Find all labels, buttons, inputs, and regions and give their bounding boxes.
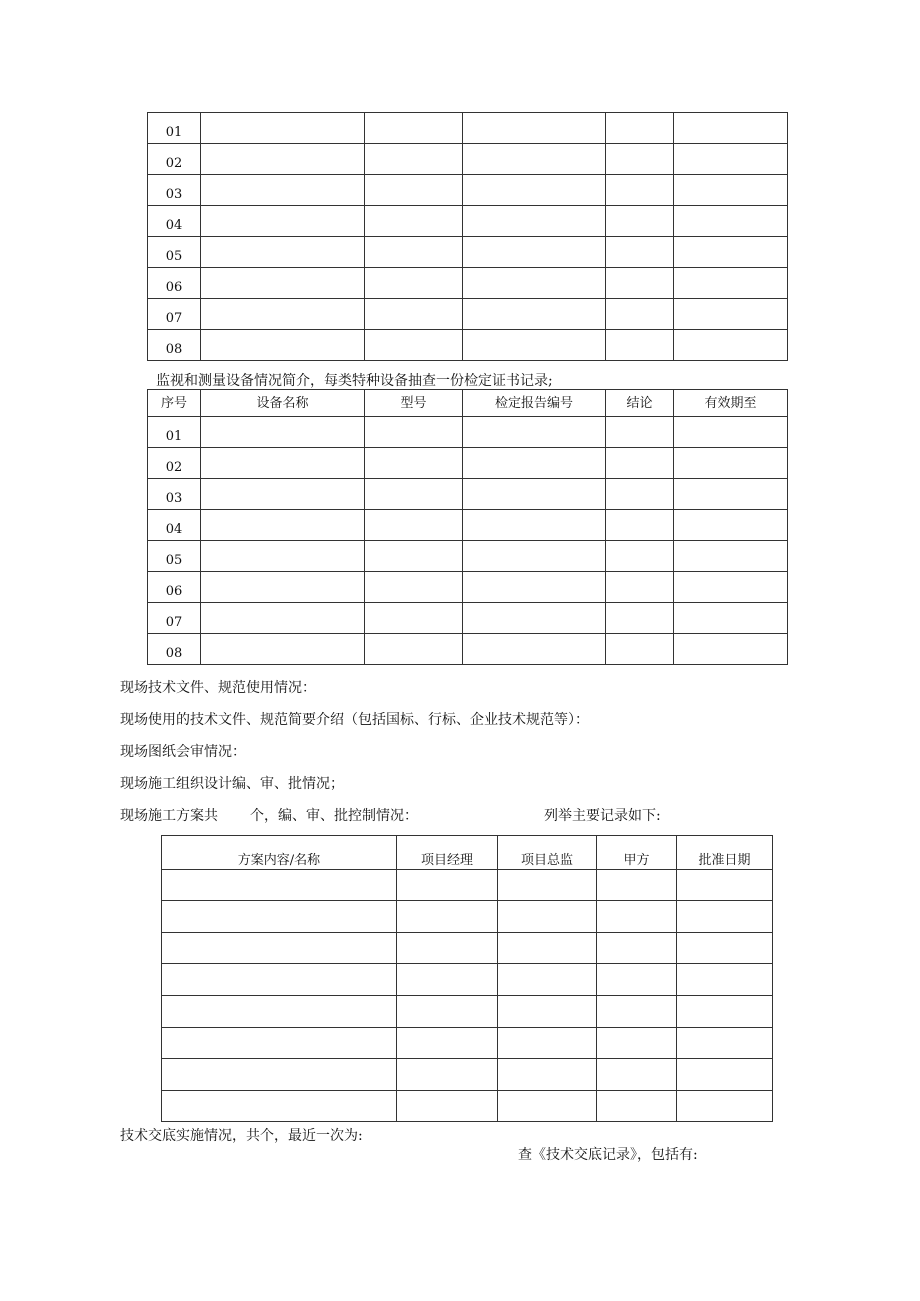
empty-cell (677, 964, 773, 996)
empty-cell (463, 144, 606, 175)
empty-cell (674, 330, 788, 361)
equipment-caption: 监视和测量设备情况简介，每类特种设备抽查一份检定证书记录; (156, 373, 553, 389)
empty-cell (674, 206, 788, 237)
empty-cell (201, 175, 365, 206)
empty-cell (674, 299, 788, 330)
empty-cell (606, 268, 674, 299)
table-row (148, 572, 788, 603)
row-number: 07 (148, 603, 201, 634)
table-row (148, 237, 788, 268)
row-number: 08 (148, 634, 201, 665)
empty-cell (365, 144, 463, 175)
empty-cell (674, 144, 788, 175)
empty-cell (397, 932, 498, 964)
header-conclusion: 结论 (606, 390, 674, 417)
empty-cell (365, 479, 463, 510)
empty-cell (201, 572, 365, 603)
empty-cell (162, 1059, 397, 1091)
table-row (148, 603, 788, 634)
empty-cell (365, 448, 463, 479)
header-plan-content: 方案内容/名称 (162, 836, 397, 870)
empty-cell (463, 541, 606, 572)
table-row (148, 113, 788, 144)
row-number: 08 (148, 330, 201, 361)
construction-plan-table (161, 835, 773, 1122)
empty-cell (463, 603, 606, 634)
empty-cell (463, 634, 606, 665)
table-row (162, 995, 773, 1027)
empty-cell (365, 113, 463, 144)
empty-cell (201, 330, 365, 361)
empty-cell (498, 869, 597, 901)
empty-cell (677, 901, 773, 933)
empty-cell (597, 901, 677, 933)
empty-cell (463, 113, 606, 144)
empty-cell (606, 237, 674, 268)
empty-cell (597, 869, 677, 901)
empty-cell (463, 510, 606, 541)
empty-cell (397, 1090, 498, 1122)
plan-control-label: 个，编、审、批控制情况： (250, 808, 418, 824)
empty-cell (162, 1090, 397, 1122)
table-row (148, 206, 788, 237)
empty-cell (674, 541, 788, 572)
empty-cell (606, 603, 674, 634)
empty-cell (677, 1090, 773, 1122)
row-number: 07 (148, 299, 201, 330)
row-number: 06 (148, 572, 201, 603)
empty-cell (397, 869, 498, 901)
empty-cell (162, 1027, 397, 1059)
plan-records-label: 列举主要记录如下: (544, 808, 661, 824)
tech-docs-intro-line: 现场使用的技术文件、规范简要介绍（包括国标、行标、企业技术规范等）： (120, 712, 589, 728)
previous-equipment-table (147, 112, 788, 361)
empty-cell (365, 634, 463, 665)
table-row (148, 541, 788, 572)
empty-cell (365, 330, 463, 361)
empty-cell (201, 237, 365, 268)
empty-cell (365, 510, 463, 541)
header-equipment-name: 设备名称 (201, 390, 365, 417)
empty-cell (677, 869, 773, 901)
construction-plan-table-body (162, 869, 773, 1122)
empty-cell (365, 541, 463, 572)
empty-cell (463, 268, 606, 299)
empty-cell (677, 1059, 773, 1091)
header-approval-date: 批准日期 (677, 836, 773, 870)
header-project-manager: 项目经理 (397, 836, 498, 870)
empty-cell (397, 1059, 498, 1091)
empty-cell (162, 932, 397, 964)
empty-cell (498, 1059, 597, 1091)
empty-cell (606, 572, 674, 603)
table-header-row (162, 836, 773, 870)
empty-cell (498, 1027, 597, 1059)
row-number: 01 (148, 417, 201, 448)
empty-cell (597, 1090, 677, 1122)
empty-cell (463, 206, 606, 237)
empty-cell (397, 995, 498, 1027)
empty-cell (677, 1027, 773, 1059)
empty-cell (674, 448, 788, 479)
empty-cell (463, 448, 606, 479)
empty-cell (365, 603, 463, 634)
table-row (148, 330, 788, 361)
empty-cell (365, 175, 463, 206)
empty-cell (606, 448, 674, 479)
empty-cell (674, 237, 788, 268)
empty-cell (606, 634, 674, 665)
header-chief-supervisor: 项目总监 (498, 836, 597, 870)
empty-cell (201, 268, 365, 299)
empty-cell (606, 144, 674, 175)
table-row (148, 634, 788, 665)
empty-cell (606, 330, 674, 361)
empty-cell (463, 572, 606, 603)
empty-cell (201, 299, 365, 330)
empty-cell (365, 299, 463, 330)
table-row (148, 299, 788, 330)
empty-cell (463, 330, 606, 361)
empty-cell (201, 634, 365, 665)
empty-cell (162, 901, 397, 933)
empty-cell (674, 634, 788, 665)
table-row (148, 175, 788, 206)
empty-cell (397, 901, 498, 933)
empty-cell (498, 901, 597, 933)
empty-cell (674, 113, 788, 144)
empty-cell (597, 995, 677, 1027)
table-row (148, 448, 788, 479)
row-number: 03 (148, 175, 201, 206)
empty-cell (365, 268, 463, 299)
empty-cell (365, 237, 463, 268)
drawing-review-line: 现场图纸会审情况： (120, 744, 246, 760)
table-row (148, 510, 788, 541)
empty-cell (674, 417, 788, 448)
empty-cell (162, 995, 397, 1027)
empty-cell (597, 1027, 677, 1059)
empty-cell (674, 175, 788, 206)
empty-cell (463, 299, 606, 330)
empty-cell (201, 541, 365, 572)
empty-cell (201, 510, 365, 541)
empty-cell (201, 479, 365, 510)
table-row (148, 479, 788, 510)
empty-cell (365, 417, 463, 448)
row-number: 05 (148, 237, 201, 268)
empty-cell (674, 603, 788, 634)
empty-cell (597, 932, 677, 964)
empty-cell (606, 541, 674, 572)
empty-cell (201, 113, 365, 144)
empty-cell (397, 964, 498, 996)
measuring-equipment-table-body (148, 417, 788, 665)
empty-cell (606, 299, 674, 330)
table-row (148, 417, 788, 448)
table-row (148, 268, 788, 299)
empty-cell (677, 995, 773, 1027)
empty-cell (597, 1059, 677, 1091)
empty-cell (201, 144, 365, 175)
disclosure-line: 技术交底实施情况，共个，最近一次为: (120, 1128, 363, 1144)
empty-cell (463, 417, 606, 448)
construction-plan-line (120, 805, 661, 825)
row-number: 03 (148, 479, 201, 510)
empty-cell (498, 964, 597, 996)
row-number: 04 (148, 206, 201, 237)
measuring-equipment-table (147, 389, 788, 665)
empty-cell (498, 995, 597, 1027)
table-row (162, 869, 773, 901)
empty-cell (606, 417, 674, 448)
empty-cell (463, 237, 606, 268)
empty-cell (677, 932, 773, 964)
header-report-number: 检定报告编号 (463, 390, 606, 417)
previous-equipment-table-body (148, 113, 788, 361)
org-design-line: 现场施工组织设计编、审、批情况； (120, 776, 344, 792)
row-number: 05 (148, 541, 201, 572)
empty-cell (201, 417, 365, 448)
row-number: 02 (148, 448, 201, 479)
header-valid-until: 有效期至 (674, 390, 788, 417)
empty-cell (606, 113, 674, 144)
empty-cell (365, 572, 463, 603)
empty-cell (201, 448, 365, 479)
empty-cell (201, 206, 365, 237)
empty-cell (674, 268, 788, 299)
tech-docs-line: 现场技术文件、规范使用情况： (120, 680, 316, 696)
header-model: 型号 (365, 390, 463, 417)
empty-cell (463, 479, 606, 510)
header-serial-no: 序号 (148, 390, 201, 417)
table-header-row (148, 390, 788, 417)
table-row (148, 144, 788, 175)
row-number: 01 (148, 113, 201, 144)
empty-cell (606, 479, 674, 510)
table-row (162, 1090, 773, 1122)
table-row (162, 1027, 773, 1059)
empty-cell (162, 869, 397, 901)
table-row (162, 1059, 773, 1091)
row-number: 02 (148, 144, 201, 175)
empty-cell (162, 964, 397, 996)
table-row (162, 964, 773, 996)
disclosure-record-line: 查《技术交底记录》，包括有: (518, 1147, 698, 1163)
header-party-a: 甲方 (597, 836, 677, 870)
empty-cell (201, 603, 365, 634)
empty-cell (674, 510, 788, 541)
empty-cell (463, 175, 606, 206)
plan-count-label: 现场施工方案共 (120, 808, 218, 824)
empty-cell (606, 206, 674, 237)
empty-cell (365, 206, 463, 237)
table-row (162, 901, 773, 933)
empty-cell (674, 572, 788, 603)
row-number: 06 (148, 268, 201, 299)
empty-cell (674, 479, 788, 510)
empty-cell (498, 1090, 597, 1122)
empty-cell (606, 510, 674, 541)
empty-cell (597, 964, 677, 996)
row-number: 04 (148, 510, 201, 541)
empty-cell (498, 932, 597, 964)
empty-cell (397, 1027, 498, 1059)
empty-cell (606, 175, 674, 206)
table-row (162, 932, 773, 964)
